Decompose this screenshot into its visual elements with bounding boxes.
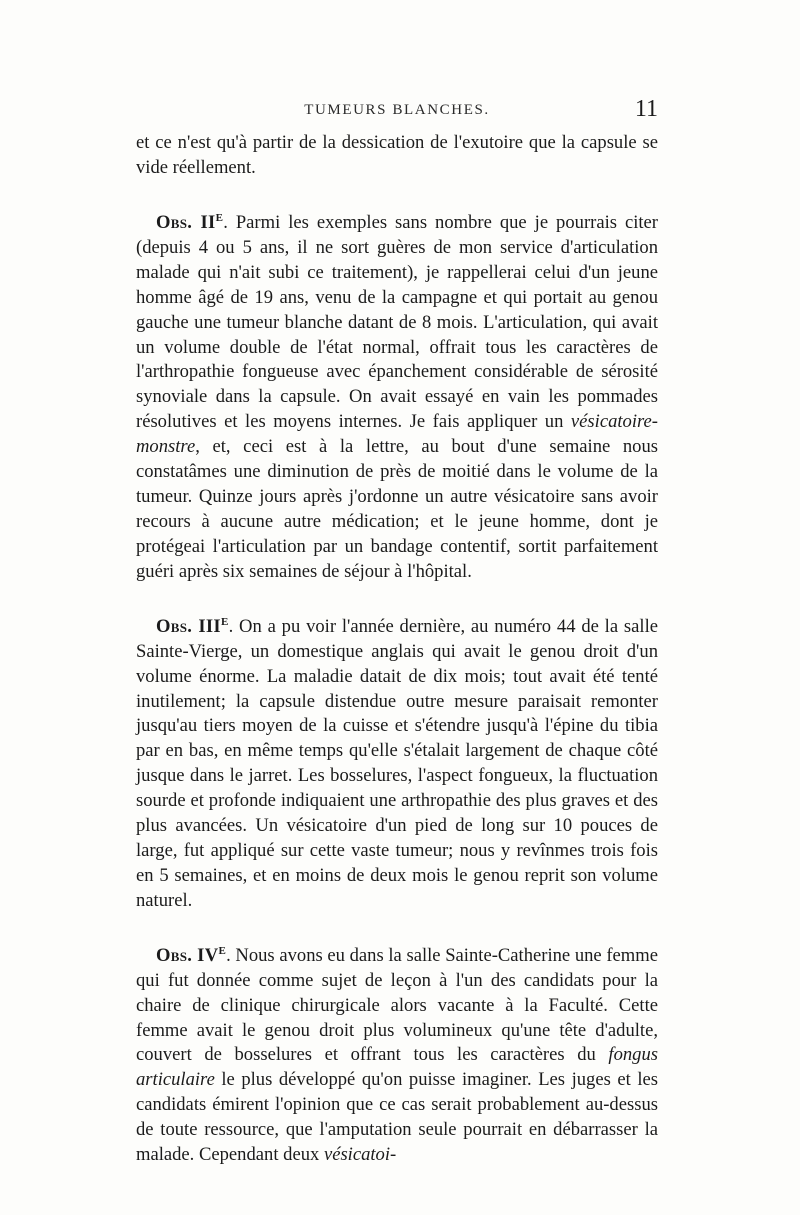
observation-4-label	[156, 940, 227, 966]
observation-4-label-text: Obs. IV	[156, 944, 219, 966]
observation-4-ordinal: e	[218, 940, 227, 958]
observation-4-italic-term-2: vésicatoi-	[323, 1144, 397, 1166]
running-head: TUMEURS BLANCHES.	[304, 102, 490, 118]
observation-3-label-text: Obs. III	[156, 615, 221, 637]
observation-3-ordinal: e	[220, 611, 229, 629]
observation-4-paragraph	[136, 938, 658, 1168]
page-header	[136, 96, 658, 126]
observation-4-text-part-2: le plus développé qu'on puisse imaginer. Les juges et les candidats émirent l'opinion que ce cas serait probablement au-dessus de toute ressource, que l'amputation seule pourrait en débarrasser la malade. Cependant deux	[136, 1069, 658, 1166]
observation-4-italic-term-1: fongus articulaire	[136, 1044, 658, 1091]
continuation-paragraph: et ce n'est qu'à partir de la dessication de l'exutoire que la capsule se vide réellement.	[136, 132, 658, 178]
observation-2-label-text: Obs. II	[156, 212, 216, 233]
observation-4-text-part-1: . Nous avons eu dans la salle Sainte-Catherine une femme qui fut donnée comme sujet de leçon à l'un des candidats pour la chaire de clinique chirurgicale alors vacante à la Faculté. Cette femme avait le genou droit plus volumineux qu'une tête d'adulte, couvert de bosselures et offrant tous les caractères du	[136, 944, 658, 1066]
observation-2-text-part-1: . Parmi les exemples sans nombre que je pourrais citer (depuis 4 ou 5 ans, il ne sort guères de mon service d'articulation malade qui n'ait subi ce traitement), je rappellerai celui d'un jeune homme âgé de 19 ans, venu de la campagne et qui portait au genou gauche une tumeur blanche datant de 8 mois. L'articulation, qui avait un volume double de l'état normal, offrait tous les caractères de l'arthropathie fongueuse avec épanchement considérable de sérosité synoviale dans la capsule. On avait essayé en vain les pommades résolutives et les moyens internes. Je fais appliquer un	[136, 212, 658, 433]
observation-2-text-part-2: , et, ceci est à la lettre, au bout d'une semaine nous constatâmes une diminution de près de moitié dans le volume de la tumeur. Quinze jours après j'ordonne un autre vésicatoire sans avoir recours à aucune autre médication; et le jeune homme, dont je protégeai l'articulation par un bandage contentif, sortit parfaitement guéri après six semaines de séjour à l'hôpital.	[136, 436, 658, 582]
observation-2-label	[156, 207, 224, 233]
observation-3-paragraph	[136, 609, 658, 914]
observation-3-label	[156, 611, 229, 637]
observation-3-text: . On a pu voir l'année dernière, au numéro 44 de la salle Sainte-Vierge, un domestique anglais qui avait le genou droit d'un volume énorme. La maladie datait de dix mois; tout avait été tenté inutilement; la capsule distendue outre mesure paraisait remonter jusqu'au tiers moyen de la cuisse et s'étendre jusqu'à l'épine du tibia par en bas, en même temps qu'elle s'étalait largement de chaque côté jusque dans le jarret. Les bosselures, l'aspect fongueux, la fluctuation sourde et profonde indiquaient une arthropathie des plus graves et des plus avancées. Un vésicatoire d'un pied de long sur 10 pouces de large, fut appliqué sur cette vaste tumeur; nous y revînmes trois fois en 5 semaines, et en moins de deux mois le genou reprit son volume naturel.	[136, 615, 658, 911]
observation-2-italic-term: vésicatoire-monstre	[136, 411, 658, 458]
page-number: 11	[634, 96, 658, 122]
body-text	[136, 131, 658, 1168]
observation-2-paragraph	[136, 205, 658, 585]
observation-2-ordinal: e	[215, 207, 224, 225]
